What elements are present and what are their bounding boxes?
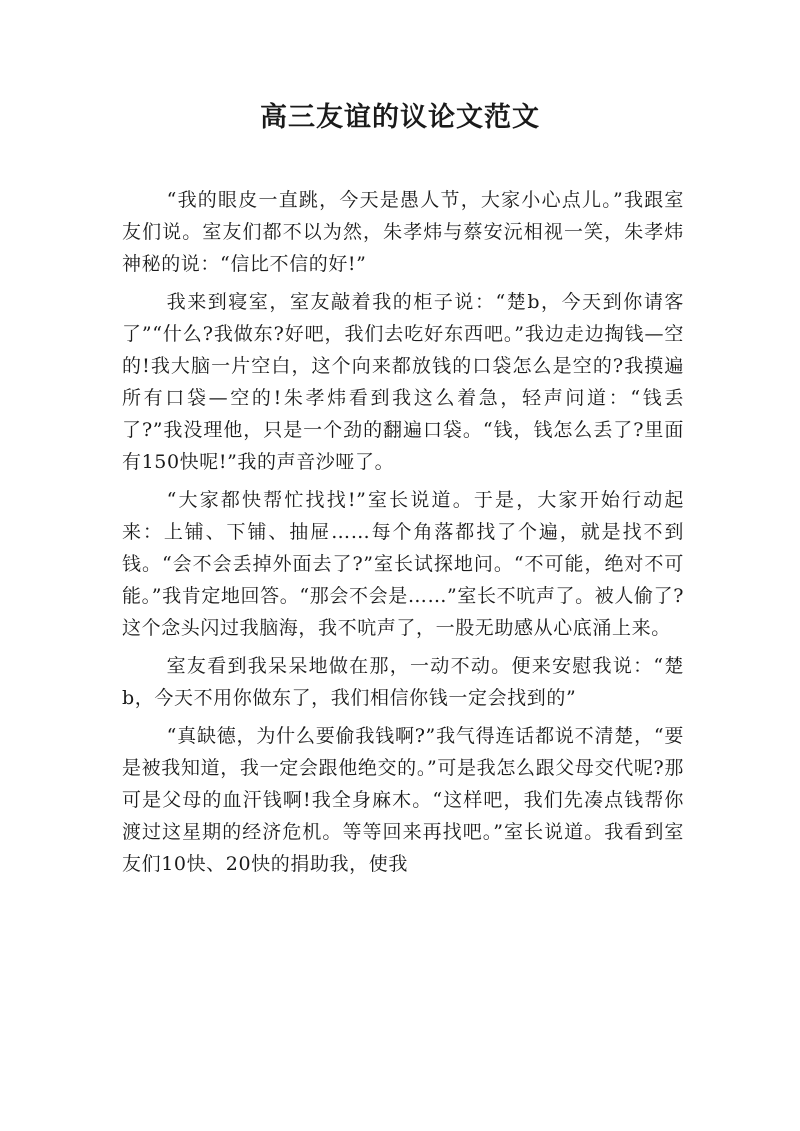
paragraph-4: 室友看到我呆呆地做在那，一动不动。便来安慰我说：“楚b，今天不用你做东了，我们相信你钱一定会找到的” xyxy=(122,655,684,709)
paragraph-5: “真缺德，为什么要偷我钱啊?”我气得连话都说不清楚，“要是被我知道，我一定会跟他绝交的。”可是我怎么跟父母交代呢?那可是父母的血汗钱啊!我全身麻木。“这样吧，我们先凑点钱帮你渡过这星期的经济危机。等等回来再找吧。”室长说道。我看到室友们10快、20快的捐助我，使我 xyxy=(122,725,684,875)
article-body xyxy=(122,184,684,886)
paragraph-2: 我来到寝室，室友敲着我的柜子说：“楚b，今天到你请客了”“什么?我做东?好吧，我们去吃好东西吧。”我边走边掏钱—空的!我大脑一片空白，这个向来都放钱的口袋怎么是空的?我摸遍所有口袋—空的!朱孝炜看到我这么着急，轻声问道：“钱丢了?”我没理他，只是一个劲的翻遍口袋。“钱，钱怎么丢了?里面有150快呢!”我的声音沙哑了。 xyxy=(122,291,684,473)
paragraph-3: “大家都快帮忙找找!”室长说道。于是，大家开始行动起来：上铺、下铺、抽屉……每个角落都找了个遍，就是找不到钱。“会不会丢掉外面去了?”室长试探地问。“不可能，绝对不可能。”我肯定地回答。“那会不会是……”室长不吭声了。被人偷了?这个念头闪过我脑海，我不吭声了，一股无助感从心底涌上来。 xyxy=(122,489,684,639)
paragraph-1: “我的眼皮一直跳，今天是愚人节，大家小心点儿。”我跟室友们说。室友们都不以为然，朱孝炜与蔡安沅相视一笑，朱孝炜神秘的说：“信比不信的好!” xyxy=(122,189,684,275)
page-title: 高三友谊的议论文范文 xyxy=(260,102,540,133)
